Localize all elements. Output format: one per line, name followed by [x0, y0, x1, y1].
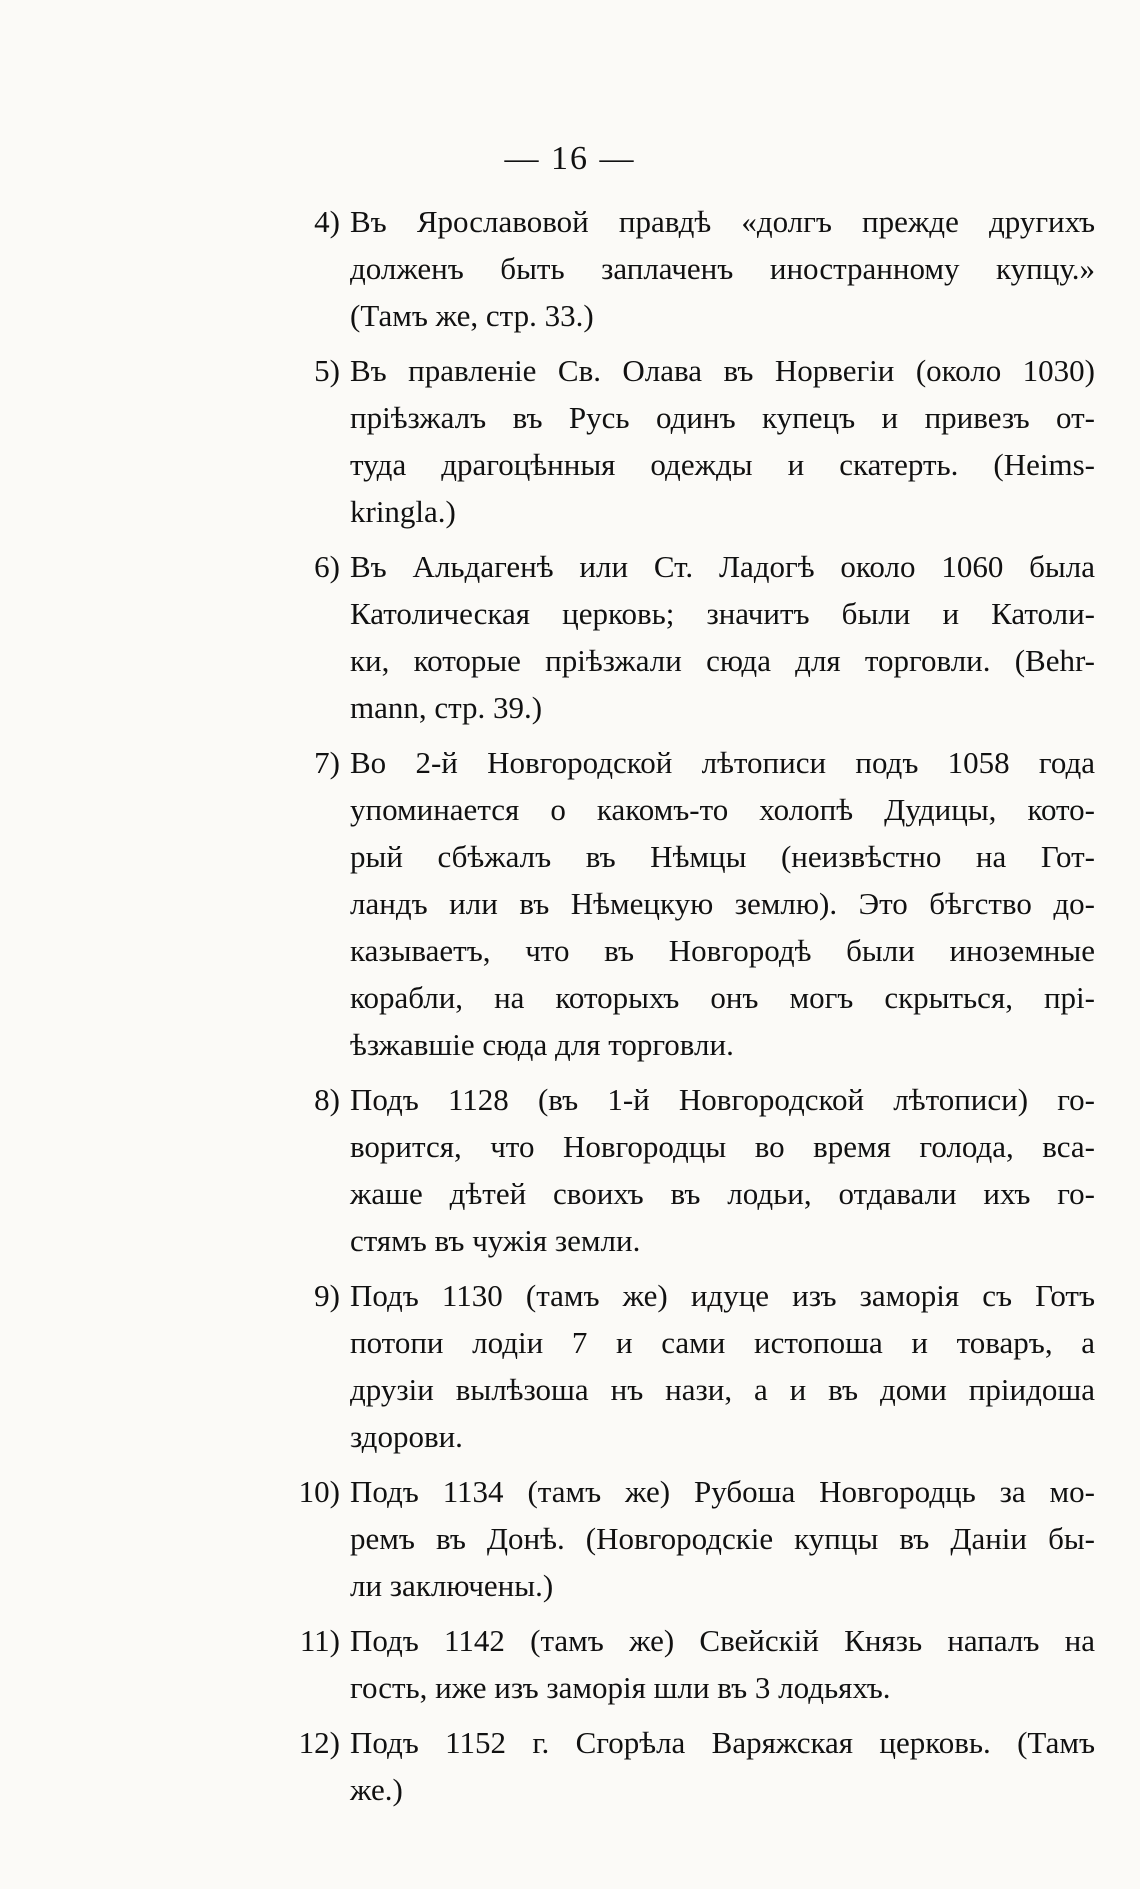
entries-list [0, 198, 1140, 1821]
entry [0, 1272, 1140, 1460]
entry-line: рый сбѣжалъ въ Нѣмцы (неизвѣстно на Гот- [350, 839, 1095, 874]
entry-number: 12) [298, 1725, 340, 1760]
entry-line: долженъ быть заплаченъ иностранному купцу.» [350, 251, 1095, 286]
entry-line: туда драгоцѣнныя одежды и скатерть. (Heims- [350, 447, 1095, 482]
entry [0, 1076, 1140, 1264]
entry-number: 4) [314, 204, 340, 239]
page-number: — 16 — [504, 140, 636, 177]
entry-number: 11) [299, 1623, 340, 1658]
entry-line: mann, стр. 39.) [350, 690, 543, 725]
entry-line: Въ Ярославовой правдѣ «долгъ прежде другихъ [350, 204, 1095, 239]
entry-line: ворится, что Новгородцы во время голода, вса- [350, 1129, 1095, 1164]
entry-line: корабли, на которыхъ онъ могъ скрыться, прі- [350, 980, 1095, 1015]
entry-line: гость, иже изъ заморія шли въ 3 лодьяхъ. [350, 1670, 891, 1705]
entry-line: Подъ 1152 г. Сгорѣла Варяжская церковь. (Тамъ [350, 1725, 1095, 1760]
entry-line: Подъ 1134 (тамъ же) Рубоша Новгородць за мо- [350, 1474, 1095, 1509]
entry [0, 347, 1140, 535]
entry [0, 1719, 1140, 1813]
entry-number: 10) [298, 1474, 340, 1509]
entry [0, 543, 1140, 731]
entry-line: (Тамъ же, стр. 33.) [350, 298, 594, 333]
entry-line: Католическая церковь; значитъ были и Католи- [350, 596, 1095, 631]
entry [0, 1617, 1140, 1711]
entry-line: Въ правленіе Св. Олава въ Норвегіи (около 1030) [350, 353, 1095, 388]
entry [0, 198, 1140, 339]
entry-line: ѣзжавшіе сюда для торговли. [350, 1027, 734, 1062]
entry-line: потопи лодіи 7 и сами истопоша и товаръ, а [350, 1325, 1095, 1360]
entry-line: друзіи вылѣзоша нъ нази, а и въ доми пріидоша [350, 1372, 1095, 1407]
entry-line: же.) [350, 1772, 403, 1807]
entry-line: Подъ 1142 (тамъ же) Свейскій Князь напалъ на [350, 1623, 1095, 1658]
entry-line: kringla.) [350, 494, 456, 529]
entry-number: 7) [314, 745, 340, 780]
entry-line: стямъ въ чужія земли. [350, 1223, 641, 1258]
entry-line: ки, которые пріѣзжали сюда для торговли. (Behr- [350, 643, 1095, 678]
entry-number: 9) [314, 1278, 340, 1313]
entry-line: Въ Альдагенѣ или Ст. Ладогѣ около 1060 была [350, 549, 1095, 584]
entry-line: ландъ или въ Нѣмецкую землю). Это бѣгство до- [350, 886, 1095, 921]
entry-line: упоминается о какомъ-то холопѣ Дудицы, кото- [350, 792, 1095, 827]
entry-line: Во 2-й Новгородской лѣтописи подъ 1058 года [350, 745, 1095, 780]
entry-line: жаше дѣтей своихъ въ лодьи, отдавали ихъ го- [350, 1176, 1095, 1211]
entry [0, 739, 1140, 1068]
entry-number: 6) [314, 549, 340, 584]
entry [0, 1468, 1140, 1609]
entry-number: 5) [314, 353, 340, 388]
entry-line: Подъ 1130 (тамъ же) идуце изъ заморія съ Готъ [350, 1278, 1095, 1313]
entry-number: 8) [314, 1082, 340, 1117]
entry-line: ремъ въ Донѣ. (Новгородскіе купцы въ Даніи бы- [350, 1521, 1095, 1556]
entry-line: ли заключены.) [350, 1568, 554, 1603]
entry-line: Подъ 1128 (въ 1-й Новгородской лѣтописи) го- [350, 1082, 1095, 1117]
entry-line: пріѣзжалъ въ Русь одинъ купецъ и привезъ от- [350, 400, 1095, 435]
entry-line: здорови. [350, 1419, 463, 1454]
entry-line: казываетъ, что въ Новгородѣ были иноземные [350, 933, 1095, 968]
